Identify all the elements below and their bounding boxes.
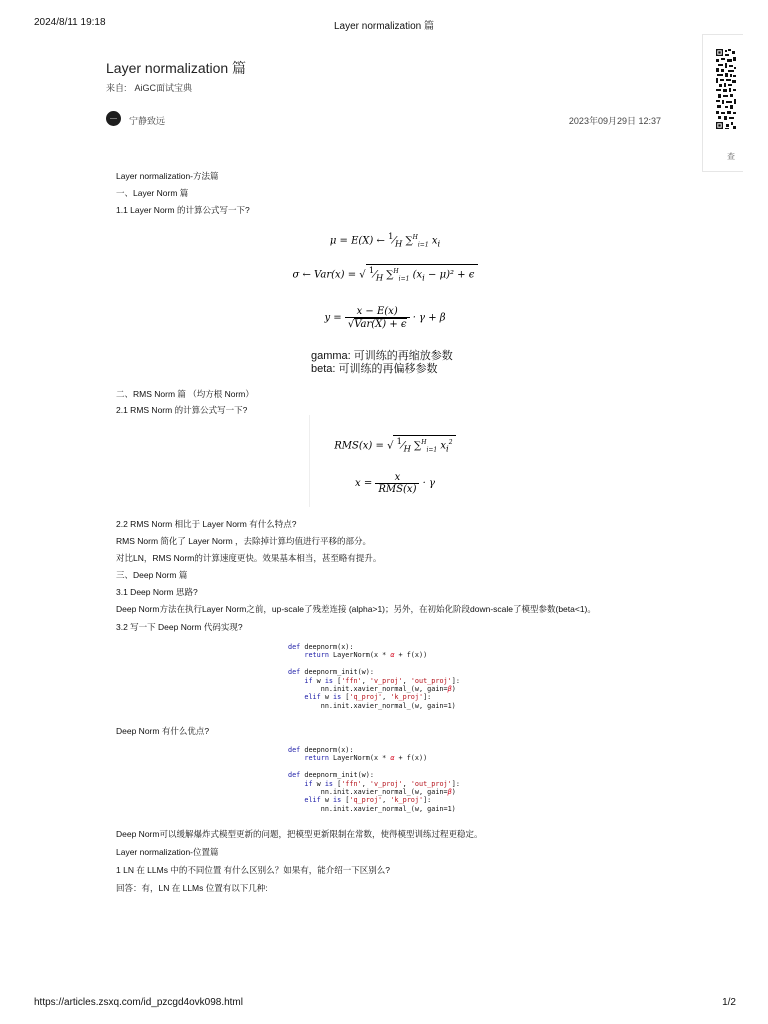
layernorm-output-formula: y = x − E(x) √Var(X) + ϵ · γ + β xyxy=(324,306,446,330)
layernorm-variance-formula: σ ← Var(x) = √ $^1⁄_H$ ∑$^H_{i=1}$ $(x_i - \mu)^2 + \epsilon$ xyxy=(292,265,478,283)
section-heading: 一、Layer Norm 篇 xyxy=(116,188,189,198)
rmsnorm-rms-formula: RMS(x) = √ $^1⁄_H$ ∑$^H_{i=1}$ $x_i^2$ xyxy=(260,435,530,453)
qr-hint: 查 xyxy=(727,152,735,161)
source-label: 来自: xyxy=(106,83,127,93)
question: 2.1 RMS Norm 的计算公式写一下? xyxy=(116,405,248,415)
section-heading: 三、Deep Norm 篇 xyxy=(116,570,188,580)
publish-date: 2023年09月29日 12:37 xyxy=(568,116,661,126)
answer: 对比LN，RMS Norm的计算速度更快。效果基本相当，甚至略有提升。 xyxy=(116,553,382,563)
section-heading: 二、RMS Norm 篇 （均方根 Norm） xyxy=(116,389,254,399)
article-source xyxy=(106,81,192,94)
article-title: Layer normalization 篇 xyxy=(106,60,247,76)
question: 3.1 Deep Norm 思路? xyxy=(116,587,198,597)
qr-panel xyxy=(702,34,743,172)
formula-note-gamma: gamma: 可训练的再缩放参数 xyxy=(311,350,453,362)
question: 3.2 写一下 Deep Norm 代码实现? xyxy=(116,622,243,632)
print-url[interactable]: https://articles.zsxq.com/id_pzcgd4ovk098.html xyxy=(34,997,243,1008)
answer: Deep Norm方法在执行Layer Norm之前，up-scale了残差连接 (alpha>1)；另外，在初始化阶段down-scale了模型参数(beta<1)。 xyxy=(116,604,596,614)
deepnorm-code-block: def deepnorm(x): return LayerNorm(x * α + f(x)) def deepnorm_init(w): if w is ['ffn', 'v_proj', 'out_proj']: nn.init.xavier_normal_(w, gain=β) elif w is ['q_proj', 'k_proj']: nn.init.xavier_normal_(w, gain=1) xyxy=(288,746,460,813)
answer: 回答：有，LN 在 LLMs 位置有以下几种: xyxy=(116,883,268,893)
rmsnorm-output-formula: x = x RMS(x) · γ xyxy=(355,472,435,495)
section-heading: Layer normalization-方法篇 xyxy=(116,171,219,181)
author-avatar[interactable] xyxy=(106,111,121,126)
source-link[interactable]: AiGC面试宝典 xyxy=(134,83,193,93)
question: 2.2 RMS Norm 相比于 Layer Norm 有什么特点? xyxy=(116,519,297,529)
author-name[interactable]: 宁静致远 xyxy=(129,116,166,126)
question: Deep Norm 有什么优点? xyxy=(116,726,210,736)
layernorm-mean-formula: μ = E(X) ← $^1⁄_H$ ∑$^H_{i=1}$ $x_i$ xyxy=(329,231,441,249)
answer: Deep Norm可以缓解爆炸式模型更新的问题，把模型更新限制在常数，使得模型训练过程更稳定。 xyxy=(116,829,483,839)
qr-code-icon xyxy=(716,49,736,129)
answer: RMS Norm 简化了 Layer Norm ，去除掉计算均值进行平移的部分。 xyxy=(116,536,372,546)
formula-note-beta: beta: 可训练的再偏移参数 xyxy=(311,363,438,375)
print-doc-title: Layer normalization 篇 xyxy=(333,21,435,32)
question: 1.1 Layer Norm 的计算公式写一下? xyxy=(116,205,250,215)
question: 1 LN 在 LLMs 中的不同位置 有什么区别么？如果有，能介绍一下区别么? xyxy=(116,865,390,875)
deepnorm-code-block: def deepnorm(x): return LayerNorm(x * α + f(x)) def deepnorm_init(w): if w is ['ffn', 'v_proj', 'out_proj']: nn.init.xavier_normal_(w, gain=β) elif w is ['q_proj', 'k_proj']: nn.init.xavier_normal_(w, gain=1) xyxy=(288,643,460,710)
section-heading: Layer normalization-位置篇 xyxy=(116,847,219,857)
print-page-number: 1/2 xyxy=(722,997,736,1008)
print-datetime: 2024/8/11 19:18 xyxy=(34,17,106,28)
